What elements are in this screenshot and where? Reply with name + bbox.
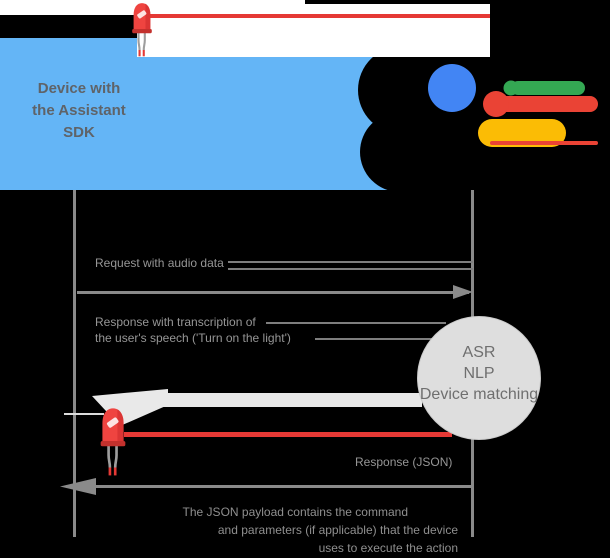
led-icon-mid <box>98 402 128 480</box>
device-box-label-line1: Device with <box>37 80 121 97</box>
response-arrowhead-icon <box>60 478 96 495</box>
transcription-label-line2: the user's speech ('Turn on the light') <box>95 331 291 345</box>
caption-line3: uses to execute the action <box>318 541 458 555</box>
top-black-edge <box>305 0 610 4</box>
request-stream-line-1 <box>228 261 473 263</box>
top-left-black-bar <box>0 15 137 38</box>
response-message-label: Response (JSON) <box>355 455 453 469</box>
processing-line-asr: ASR <box>462 344 496 361</box>
top-white-strip <box>137 0 490 57</box>
request-arrowhead-icon <box>453 285 473 299</box>
device-box-label-line3: SDK <box>63 124 95 141</box>
device-box-label <box>0 78 158 144</box>
caption-line1: The JSON payload contains the command <box>182 505 408 519</box>
processing-line-device-matching: Device matching <box>419 386 539 403</box>
response-arrow <box>66 485 471 488</box>
transcription-label-line1: Response with transcription of <box>95 315 256 329</box>
device-box-label-line2: the Assistant <box>32 102 126 119</box>
led-signal-line-mid <box>124 432 452 437</box>
device-match-band <box>152 393 422 407</box>
transcription-line-1 <box>266 322 446 324</box>
led-signal-line-top <box>147 14 490 18</box>
request-arrow <box>77 291 469 294</box>
request-stream-line-2 <box>228 268 473 270</box>
top-left-white-strip <box>0 0 137 15</box>
request-message-label: Request with audio data <box>95 256 224 270</box>
caption-line2: and parameters (if applicable) that the device <box>217 523 458 537</box>
assistant-processing-circle <box>417 316 541 440</box>
processing-line-nlp: NLP <box>463 365 495 382</box>
transcription-line-2 <box>315 338 446 340</box>
led-icon-top <box>130 1 154 57</box>
